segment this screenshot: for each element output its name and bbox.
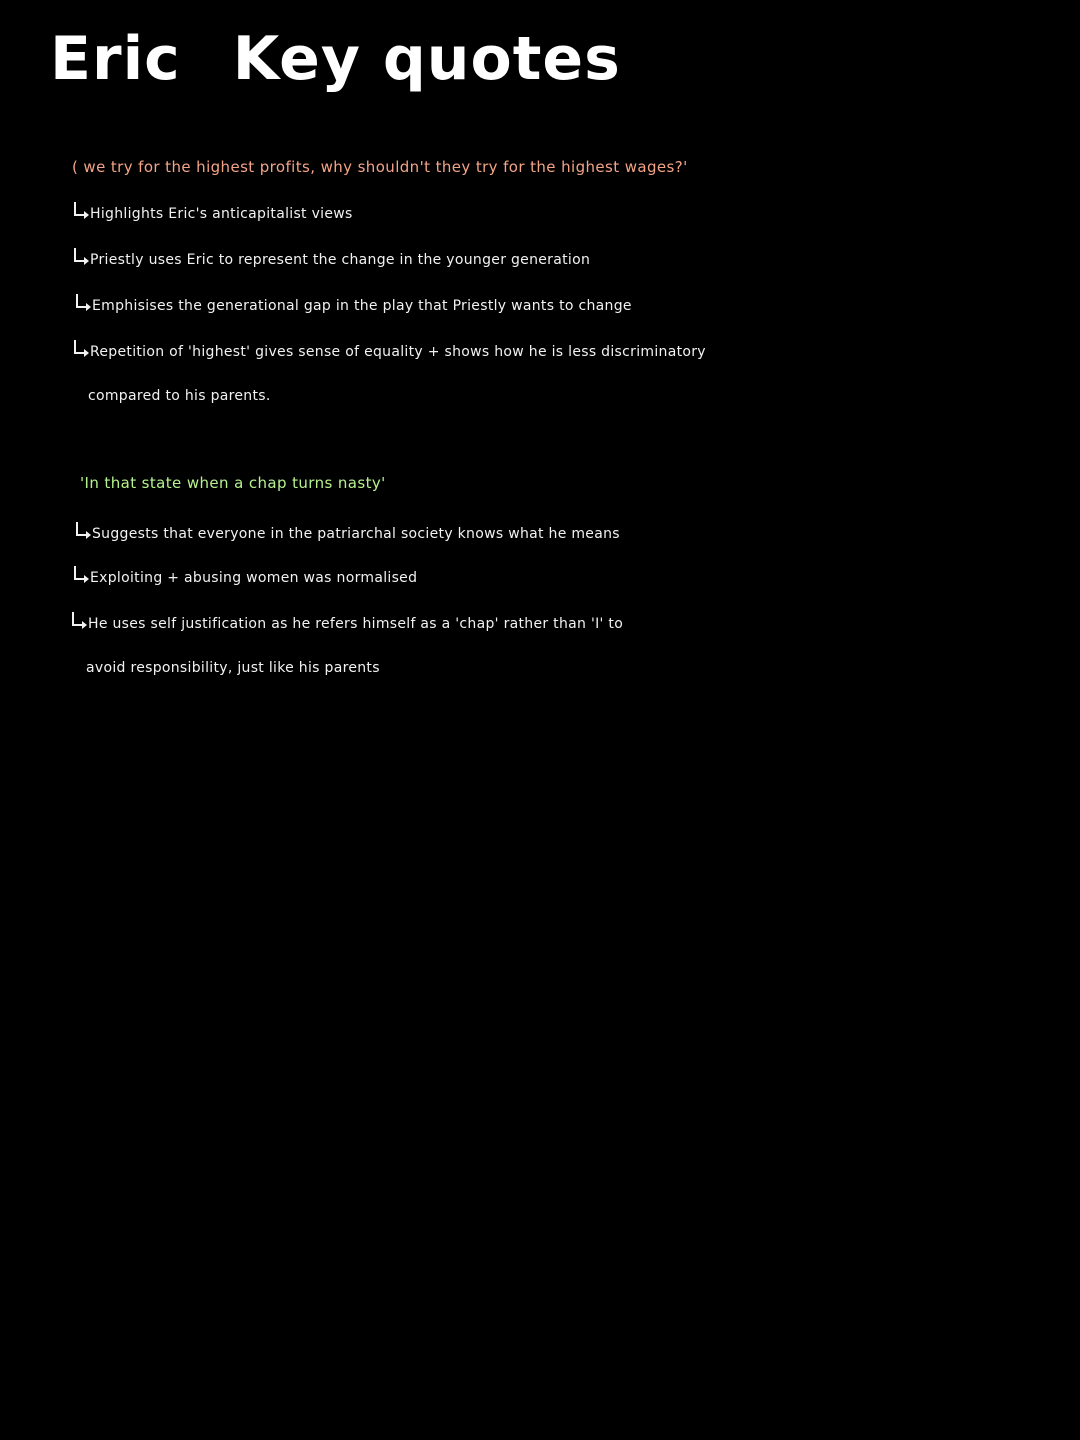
bullet-text: Repetition of 'highest' gives sense of equality + shows how he is less discriminatory	[90, 344, 706, 360]
bullet-text: Highlights Eric's anticapitalist views	[90, 206, 353, 222]
arrow-bullet-icon	[76, 522, 86, 536]
bullet-text: He uses self justification as he refers himself as a 'chap' rather than 'I' to	[88, 616, 624, 632]
arrow-bullet-icon	[74, 566, 84, 580]
arrow-bullet-icon	[74, 340, 84, 354]
bullet-point	[72, 614, 623, 632]
bullet-text: Emphisises the generational gap in the play that Priestly wants to change	[92, 298, 632, 314]
title-key-quotes: Key quotes	[232, 24, 621, 94]
bullet-text: Exploiting + abusing women was normalised	[90, 570, 418, 586]
arrow-bullet-icon	[72, 612, 82, 626]
bullet-point	[76, 296, 632, 314]
bullet-text: Suggests that everyone in the patriarchal society knows what he means	[92, 526, 620, 542]
bullet-point	[74, 204, 353, 222]
title-word-eric: Eric	[50, 24, 181, 94]
bullet-continuation: avoid responsibility, just like his parents	[86, 660, 380, 676]
bullet-text: Priestly uses Eric to represent the change in the younger generation	[90, 252, 591, 268]
quote-2: 'In that state when a chap turns nasty'	[80, 474, 386, 492]
bullet-point	[74, 568, 417, 586]
bullet-continuation: compared to his parents.	[88, 388, 271, 404]
bullet-point	[76, 524, 620, 542]
bullet-point	[74, 250, 590, 268]
arrow-bullet-icon	[76, 294, 86, 308]
arrow-bullet-icon	[74, 248, 84, 262]
bullet-point	[74, 342, 706, 360]
arrow-bullet-icon	[74, 202, 84, 216]
quote-1: ( we try for the highest profits, why shouldn't they try for the highest wages?'	[72, 158, 688, 176]
page-title	[50, 24, 621, 94]
